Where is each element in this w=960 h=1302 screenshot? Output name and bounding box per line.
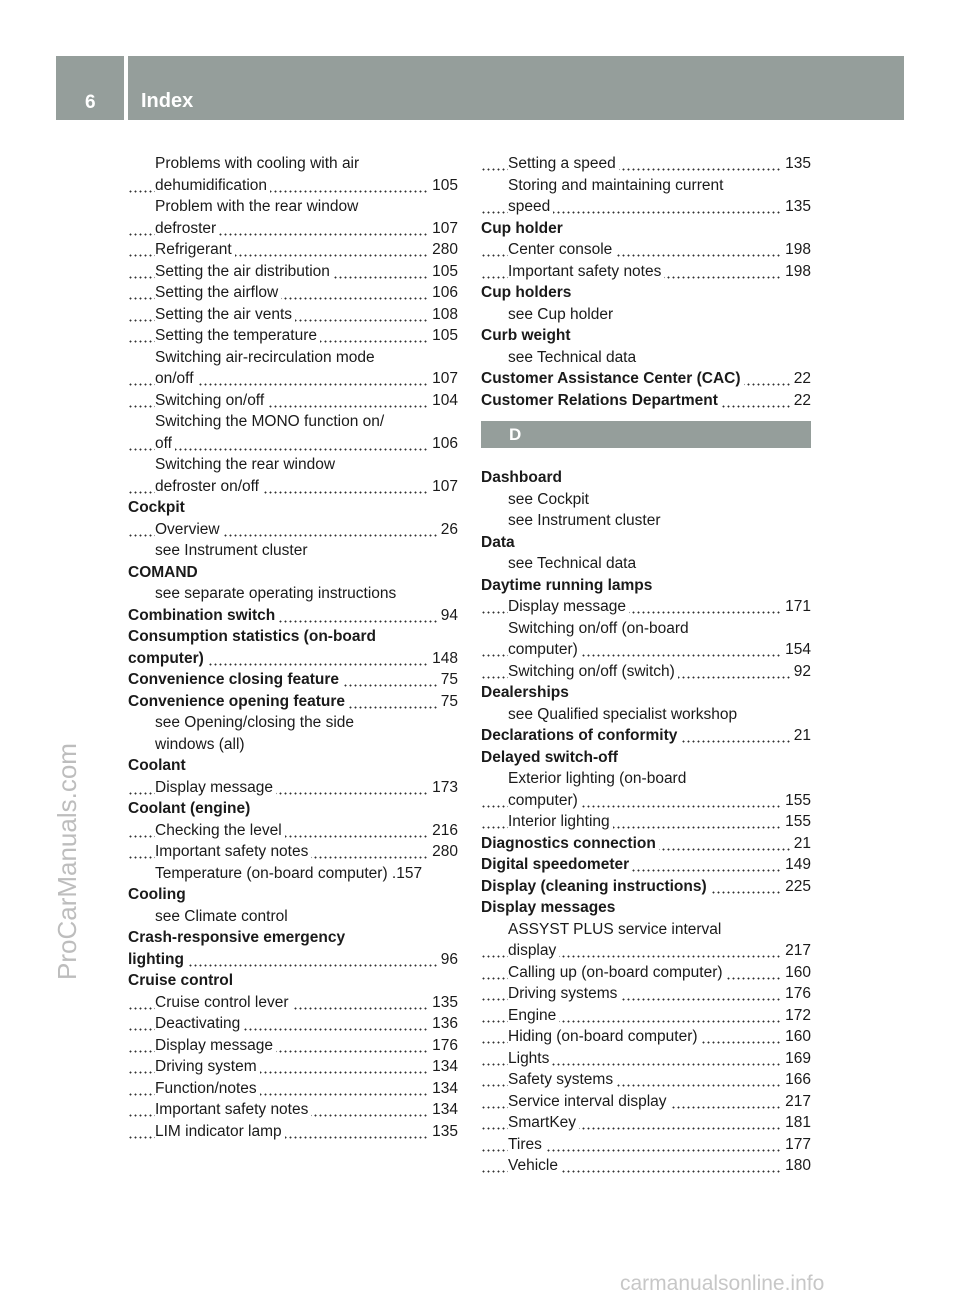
index-subentry bbox=[128, 218, 458, 240]
index-page-ref: 134 bbox=[429, 1099, 458, 1121]
index-entry-text: see separate operating instructions bbox=[155, 585, 397, 602]
index-subentry bbox=[481, 1069, 811, 1091]
index-subentry bbox=[128, 1035, 458, 1057]
index-entry-text: on/off bbox=[155, 370, 197, 387]
index-subentry bbox=[481, 704, 811, 726]
index-entry-text: Driving systems bbox=[508, 985, 620, 1002]
index-subentry bbox=[481, 347, 811, 369]
index-subentry bbox=[128, 433, 458, 455]
index-heading bbox=[128, 626, 458, 648]
index-entry-text: Important safety notes bbox=[155, 1101, 311, 1118]
index-heading bbox=[128, 798, 458, 820]
index-subentry bbox=[481, 1155, 811, 1177]
index-subentry bbox=[128, 820, 458, 842]
index-heading bbox=[128, 497, 458, 519]
index-entry-text: off bbox=[155, 435, 175, 452]
index-subentry bbox=[128, 368, 458, 390]
index-subentry bbox=[128, 347, 458, 369]
index-subentry bbox=[128, 411, 458, 433]
index-page-ref: 107 bbox=[429, 218, 458, 240]
index-heading bbox=[481, 368, 811, 390]
index-subentry bbox=[481, 175, 811, 197]
index-page-ref: 149 bbox=[782, 854, 811, 876]
index-entry-text: Cruise control bbox=[128, 972, 234, 989]
index-entry-text: see Instrument cluster bbox=[508, 512, 661, 529]
index-subentry bbox=[128, 261, 458, 283]
index-subentry bbox=[481, 510, 811, 532]
index-page-ref: 105 bbox=[429, 325, 458, 347]
index-entry-text: Lights bbox=[508, 1050, 552, 1067]
index-heading bbox=[481, 897, 811, 919]
index-entry-text: Delayed switch-off bbox=[481, 748, 618, 766]
index-subentry bbox=[481, 639, 811, 661]
index-page-ref: 181 bbox=[782, 1112, 811, 1134]
index-subentry bbox=[481, 1026, 811, 1048]
index-entry-text: display bbox=[508, 942, 559, 959]
index-subentry bbox=[128, 1121, 458, 1143]
index-subentry bbox=[481, 1134, 811, 1156]
index-entry-text: Switching on/off (on-board bbox=[508, 619, 689, 637]
index-entry-text: Setting the air distribution bbox=[155, 263, 333, 280]
index-entry-text: COMAND bbox=[128, 563, 198, 581]
index-page-ref: 160 bbox=[782, 1026, 811, 1048]
index-page-ref: 135 bbox=[782, 196, 811, 218]
index-heading bbox=[128, 970, 458, 992]
index-entry-text: LIM indicator lamp bbox=[155, 1123, 285, 1140]
index-subentry bbox=[128, 863, 458, 885]
index-entry-text: computer) bbox=[508, 641, 581, 658]
index-heading bbox=[481, 467, 811, 489]
index-page-ref: 22 bbox=[791, 390, 811, 412]
index-entry-text: Temperature (on-board computer) . bbox=[155, 864, 397, 882]
index-subentry bbox=[128, 540, 458, 562]
index-entry-text: Crash-responsive emergency bbox=[128, 929, 346, 946]
index-subentry bbox=[128, 304, 458, 326]
index-subentry bbox=[128, 239, 458, 261]
index-subentry bbox=[481, 553, 811, 575]
index-entry-text: defroster on/off bbox=[155, 478, 262, 495]
index-subentry bbox=[481, 768, 811, 790]
index-page-ref: 135 bbox=[429, 1121, 458, 1143]
index-heading bbox=[481, 325, 811, 347]
index-subentry bbox=[128, 1056, 458, 1078]
index-heading bbox=[128, 648, 458, 670]
index-entry-text: Switching the MONO function on/ bbox=[155, 413, 385, 430]
index-entry-text: Coolant bbox=[128, 757, 186, 774]
index-page-ref: 280 bbox=[429, 841, 458, 863]
index-subentry bbox=[128, 1099, 458, 1121]
index-entry-text: Digital speedometer bbox=[481, 856, 632, 873]
index-page-ref: 134 bbox=[429, 1078, 458, 1100]
index-page-ref: 155 bbox=[782, 811, 811, 833]
index-entry-text: computer) bbox=[128, 650, 207, 667]
index-entry-text: Cooling bbox=[128, 886, 186, 903]
index-subentry bbox=[128, 992, 458, 1014]
index-subentry bbox=[481, 790, 811, 812]
index-heading bbox=[128, 949, 458, 971]
index-entry-text: Dealerships bbox=[481, 684, 569, 701]
index-entry-text: Consumption statistics (on-board bbox=[128, 628, 376, 645]
index-heading bbox=[481, 575, 811, 597]
index-page-ref: 26 bbox=[438, 519, 458, 541]
index-entry-text: Exterior lighting (on-board bbox=[508, 770, 687, 787]
index-page-ref: 21 bbox=[791, 833, 811, 855]
index-subentry bbox=[128, 734, 458, 756]
index-subentry bbox=[128, 712, 458, 734]
index-page-ref: 105 bbox=[429, 261, 458, 283]
index-entry-text: Checking the level bbox=[155, 822, 285, 839]
index-entry-text: Customer Assistance Center (CAC) bbox=[481, 370, 744, 387]
index-heading bbox=[128, 605, 458, 627]
index-entry-text: Display message bbox=[155, 1037, 276, 1054]
index-subentry bbox=[481, 304, 811, 326]
index-entry-text: Refrigerant bbox=[155, 241, 235, 258]
index-entry-text: Diagnostics connection bbox=[481, 835, 659, 852]
index-entry-text: lighting bbox=[128, 951, 187, 968]
index-entry-text: SmartKey bbox=[508, 1114, 579, 1131]
index-entry-text: Display messages bbox=[481, 899, 616, 916]
index-entry-text: Cruise control lever bbox=[155, 994, 292, 1011]
index-heading bbox=[128, 927, 458, 949]
index-subentry bbox=[128, 282, 458, 304]
index-subentry bbox=[128, 906, 458, 928]
index-entry-text: Storing and maintaining current bbox=[508, 176, 724, 194]
index-entry-text: Dashboard bbox=[481, 469, 562, 486]
index-page-ref: 108 bbox=[429, 304, 458, 326]
index-entry-text: defroster bbox=[155, 220, 219, 237]
index-entry-text: Engine bbox=[508, 1007, 559, 1024]
page-title: Index bbox=[141, 90, 194, 112]
index-subentry bbox=[128, 196, 458, 218]
index-entry-text: Hiding (on-board computer) bbox=[508, 1028, 701, 1045]
index-entry-text: Overview bbox=[155, 521, 223, 538]
index-subentry bbox=[128, 390, 458, 412]
index-page-ref: 106 bbox=[429, 433, 458, 455]
index-entry-text: see Qualified specialist workshop bbox=[508, 705, 738, 723]
index-entry-text: see Climate control bbox=[155, 907, 288, 925]
index-entry-text: windows (all) bbox=[155, 735, 245, 753]
index-heading bbox=[128, 562, 458, 584]
index-subentry bbox=[481, 196, 811, 218]
index-page-ref: 180 bbox=[782, 1155, 811, 1177]
index-entry-text: Switching air-recirculation mode bbox=[155, 348, 375, 366]
index-subentry bbox=[481, 618, 811, 640]
index-page-ref: 171 bbox=[782, 596, 811, 618]
index-entry-text: Switching on/off (switch) bbox=[508, 663, 678, 680]
index-subentry bbox=[481, 489, 811, 511]
index-heading bbox=[128, 691, 458, 713]
index-page-ref: 21 bbox=[791, 725, 811, 747]
index-heading bbox=[481, 876, 811, 898]
index-subentry bbox=[481, 239, 811, 261]
index-entry-text: Convenience opening feature bbox=[128, 693, 348, 710]
index-subentry bbox=[481, 940, 811, 962]
index-subentry bbox=[481, 1091, 811, 1113]
index-entry-text: Customer Relations Department bbox=[481, 392, 721, 409]
index-page-ref: 198 bbox=[782, 239, 811, 261]
index-page-ref: 75 bbox=[438, 669, 458, 691]
index-subentry bbox=[481, 596, 811, 618]
index-page-ref: 166 bbox=[782, 1069, 811, 1091]
index-subentry bbox=[481, 811, 811, 833]
index-entry-text: Declarations of conformity bbox=[481, 727, 680, 744]
index-entry-text: Cup holder bbox=[481, 219, 563, 237]
index-subentry bbox=[128, 175, 458, 197]
index-page-ref: 198 bbox=[782, 261, 811, 283]
header-divider bbox=[124, 56, 128, 120]
index-heading bbox=[481, 682, 811, 704]
index-entry-text: Combination switch bbox=[128, 607, 278, 624]
index-page-ref: 104 bbox=[429, 390, 458, 412]
index-page-ref: 107 bbox=[429, 476, 458, 498]
index-entry-text: Problems with cooling with air bbox=[155, 155, 360, 172]
index-page-ref: 155 bbox=[782, 790, 811, 812]
index-heading bbox=[481, 854, 811, 876]
index-page-ref: 94 bbox=[438, 605, 458, 627]
index-subentry bbox=[128, 583, 458, 605]
index-page-ref: 22 bbox=[791, 368, 811, 390]
index-page-ref: 106 bbox=[429, 282, 458, 304]
index-page-ref: 172 bbox=[782, 1005, 811, 1027]
index-entry-text: Display message bbox=[155, 779, 276, 796]
index-page-ref: 135 bbox=[782, 153, 811, 175]
index-subentry bbox=[481, 962, 811, 984]
index-page-ref: 217 bbox=[782, 1091, 811, 1113]
index-entry-text: see Cup holder bbox=[508, 305, 614, 323]
index-entry-text: Important safety notes bbox=[508, 263, 664, 280]
index-entry-text: Setting a speed bbox=[508, 155, 619, 172]
index-subentry bbox=[128, 1013, 458, 1035]
index-heading bbox=[481, 282, 811, 304]
index-entry-text: Display message bbox=[508, 598, 629, 615]
index-entry-text: Data bbox=[481, 533, 515, 551]
index-entry-text: Service interval display bbox=[508, 1093, 670, 1110]
index-page-ref: 280 bbox=[429, 239, 458, 261]
index-page-ref: 169 bbox=[782, 1048, 811, 1070]
index-entry-text: computer) bbox=[508, 792, 581, 809]
index-entry-text: Convenience closing feature bbox=[128, 671, 342, 688]
index-entry-text: Function/notes bbox=[155, 1080, 260, 1097]
index-entry-text: Deactivating bbox=[155, 1015, 243, 1032]
index-subentry bbox=[128, 777, 458, 799]
index-entry-text: Calling up (on-board computer) bbox=[508, 964, 726, 981]
watermark-bottom: carmanualsonline.info bbox=[620, 1272, 825, 1295]
index-entry-text: Driving system bbox=[155, 1058, 260, 1075]
index-subentry bbox=[128, 325, 458, 347]
index-subentry bbox=[481, 1112, 811, 1134]
index-page-ref: 157 bbox=[396, 864, 423, 882]
index-page-ref: 134 bbox=[429, 1056, 458, 1078]
index-subentry bbox=[128, 841, 458, 863]
index-page-ref: 217 bbox=[782, 940, 811, 962]
index-entry-text: Switching the rear window bbox=[155, 456, 336, 473]
index-page-ref: 225 bbox=[782, 876, 811, 898]
index-heading bbox=[481, 390, 811, 412]
index-page-ref: 107 bbox=[429, 368, 458, 390]
index-subentry bbox=[481, 1005, 811, 1027]
index-entry-text: dehumidification bbox=[155, 177, 270, 194]
index-page-ref: 173 bbox=[429, 777, 458, 799]
index-entry-text: Coolant (engine) bbox=[128, 800, 251, 817]
index-page-ref: 176 bbox=[782, 983, 811, 1005]
index-column-left bbox=[128, 153, 458, 1142]
index-page-ref: 92 bbox=[791, 661, 811, 683]
index-entry-text: Setting the air vents bbox=[155, 306, 295, 323]
index-page-ref: 148 bbox=[429, 648, 458, 670]
index-entry-text: Problem with the rear window bbox=[155, 198, 359, 215]
index-entry-text: Important safety notes bbox=[155, 843, 311, 860]
index-entry-text: Vehicle bbox=[508, 1157, 561, 1174]
watermark-side: ProCarManuals.com bbox=[52, 743, 82, 980]
index-page-ref: 105 bbox=[429, 175, 458, 197]
index-entry-text: Curb weight bbox=[481, 327, 571, 344]
index-heading bbox=[481, 218, 811, 240]
index-page-ref: 135 bbox=[429, 992, 458, 1014]
index-entry-text: see Technical data bbox=[508, 555, 637, 572]
index-entry-text: Setting the temperature bbox=[155, 327, 320, 344]
index-subentry bbox=[481, 919, 811, 941]
index-heading bbox=[481, 747, 811, 769]
index-entry-text: Cup holders bbox=[481, 284, 572, 301]
index-heading bbox=[481, 532, 811, 554]
index-entry-text: Daytime running lamps bbox=[481, 576, 653, 594]
index-page-ref: 154 bbox=[782, 639, 811, 661]
index-heading bbox=[128, 669, 458, 691]
index-heading bbox=[128, 884, 458, 906]
index-page-ref: 136 bbox=[429, 1013, 458, 1035]
index-entry-text: Switching on/off bbox=[155, 392, 267, 409]
index-page-ref: 177 bbox=[782, 1134, 811, 1156]
index-subentry bbox=[481, 261, 811, 283]
index-subentry bbox=[128, 1078, 458, 1100]
index-heading bbox=[481, 725, 811, 747]
page-number: 6 bbox=[85, 92, 96, 113]
index-subentry bbox=[481, 1048, 811, 1070]
index-entry-text: Display (cleaning instructions) bbox=[481, 878, 710, 895]
index-entry-text: Interior lighting bbox=[508, 813, 613, 830]
index-entry-text: speed bbox=[508, 198, 553, 215]
index-page-ref: 160 bbox=[782, 962, 811, 984]
index-entry-text: Setting the airflow bbox=[155, 284, 281, 301]
index-entry-text: see Opening/closing the side bbox=[155, 714, 355, 731]
index-page-ref: 75 bbox=[438, 691, 458, 713]
index-entry-text: Cockpit bbox=[128, 499, 185, 516]
index-subentry bbox=[481, 983, 811, 1005]
index-subentry bbox=[128, 519, 458, 541]
index-subentry bbox=[128, 476, 458, 498]
index-entry-text: ASSYST PLUS service interval bbox=[508, 920, 722, 938]
index-entry-text: Tires bbox=[508, 1136, 545, 1153]
index-heading bbox=[481, 833, 811, 855]
index-entry-text: Center console bbox=[508, 241, 615, 258]
section-letter-band: D bbox=[481, 421, 811, 448]
index-subentry bbox=[128, 153, 458, 175]
index-column-right bbox=[481, 153, 811, 1177]
index-subentry bbox=[128, 454, 458, 476]
index-subentry bbox=[481, 661, 811, 683]
index-page-ref: 216 bbox=[429, 820, 458, 842]
index-subentry bbox=[481, 153, 811, 175]
index-heading bbox=[128, 755, 458, 777]
index-entry-text: Safety systems bbox=[508, 1071, 616, 1088]
index-page-ref: 176 bbox=[429, 1035, 458, 1057]
index-page-ref: 96 bbox=[438, 949, 458, 971]
index-entry-text: see Cockpit bbox=[508, 490, 589, 508]
index-entry-text: see Technical data bbox=[508, 348, 637, 366]
index-entry-text: see Instrument cluster bbox=[155, 542, 308, 559]
